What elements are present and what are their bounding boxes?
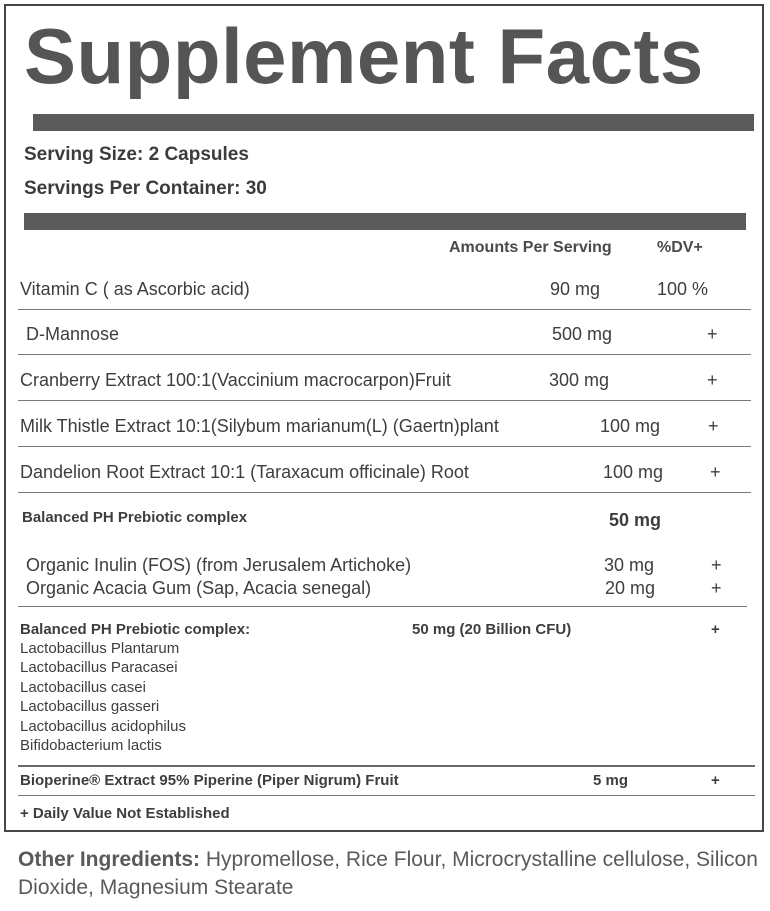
nutrient-dv: +: [710, 462, 721, 482]
nutrient-amount: 300 mg: [549, 370, 610, 390]
row-divider: [18, 492, 751, 493]
bioperine-name: Bioperine® Extract 95% Piperine (Piper Nigrum) Fruit: [20, 772, 399, 789]
bioperine-dv: +: [711, 772, 720, 789]
row-divider: [18, 354, 751, 355]
prebiotic-complex-amount: 50 mg: [609, 510, 662, 530]
nutrient-amount: 100 mg: [600, 416, 661, 436]
prebiotic-item-dv: +: [711, 578, 722, 598]
nutrient-amount: 90 mg: [550, 279, 601, 299]
nutrient-amount: 500 mg: [552, 324, 613, 344]
prebiotic-item-name: Organic Inulin (FOS) (from Jerusalem Artichoke): [26, 555, 412, 575]
probiotic-complex-name: Balanced PH Prebiotic complex:: [20, 621, 251, 638]
nutrient-name: Milk Thistle Extract 10:1(Silybum marianum(L) (Gaertn)plant: [20, 416, 499, 436]
daily-value-footnote: + Daily Value Not Established: [20, 805, 230, 822]
prebiotic-item-dv: +: [711, 555, 722, 575]
thick-divider-top: [33, 114, 754, 131]
probiotic-strain: Bifidobacterium lactis: [20, 737, 162, 754]
prebiotic-item-amount: 20 mg: [605, 578, 656, 598]
amount-per-serving-header: Amounts Per Serving: [449, 239, 612, 256]
serving-size: Serving Size: 2 Capsules: [24, 144, 249, 165]
probiotic-strain: Lactobacillus Paracasei: [20, 659, 178, 676]
thick-divider-middle: [24, 213, 746, 230]
probiotic-complex-amount: 50 mg (20 Billion CFU): [412, 621, 572, 638]
nutrient-name: D-Mannose: [26, 324, 120, 344]
probiotic-complex-dv: +: [711, 621, 720, 638]
prebiotic-item-name: Organic Acacia Gum (Sap, Acacia senegal): [26, 578, 372, 598]
other-ingredients: [18, 846, 758, 902]
row-divider: [18, 795, 755, 796]
nutrient-name: Vitamin C ( as Ascorbic acid): [20, 279, 250, 299]
nutrient-dv: +: [707, 370, 718, 390]
other-ingredients-text: Hypromellose, Rice Flour, Microcrystalline cellulose, Silicon Dioxide, Magnesium Stearate: [18, 848, 758, 899]
probiotic-strain: Lactobacillus acidophilus: [20, 718, 186, 735]
probiotic-strain: Lactobacillus gasseri: [20, 698, 160, 715]
nutrient-dv: +: [707, 324, 718, 344]
row-divider: [18, 446, 751, 447]
row-divider: [18, 400, 751, 401]
row-divider: [18, 309, 751, 310]
prebiotic-item-amount: 30 mg: [604, 555, 655, 575]
probiotic-strain: Lactobacillus Plantarum: [20, 640, 180, 657]
daily-value-header: %DV+: [657, 239, 703, 256]
row-divider: [18, 606, 747, 607]
nutrient-name: Cranberry Extract 100:1(Vaccinium macrocarpon)Fruit: [20, 370, 451, 390]
nutrient-name: Dandelion Root Extract 10:1 (Taraxacum officinale) Root: [20, 462, 469, 482]
bioperine-amount: 5 mg: [593, 772, 629, 789]
probiotic-strain: Lactobacillus casei: [20, 679, 146, 696]
servings-per-container: Servings Per Container: 30: [24, 178, 267, 199]
nutrient-amount: 100 mg: [603, 462, 664, 482]
panel-title: Supplement Facts: [24, 12, 704, 100]
other-ingredients-label: Other Ingredients:: [18, 848, 201, 871]
nutrient-dv: +: [708, 416, 719, 436]
nutrient-dv: 100 %: [657, 279, 709, 299]
prebiotic-complex-name: Balanced PH Prebiotic complex: [22, 509, 248, 526]
medium-divider: [18, 765, 755, 767]
